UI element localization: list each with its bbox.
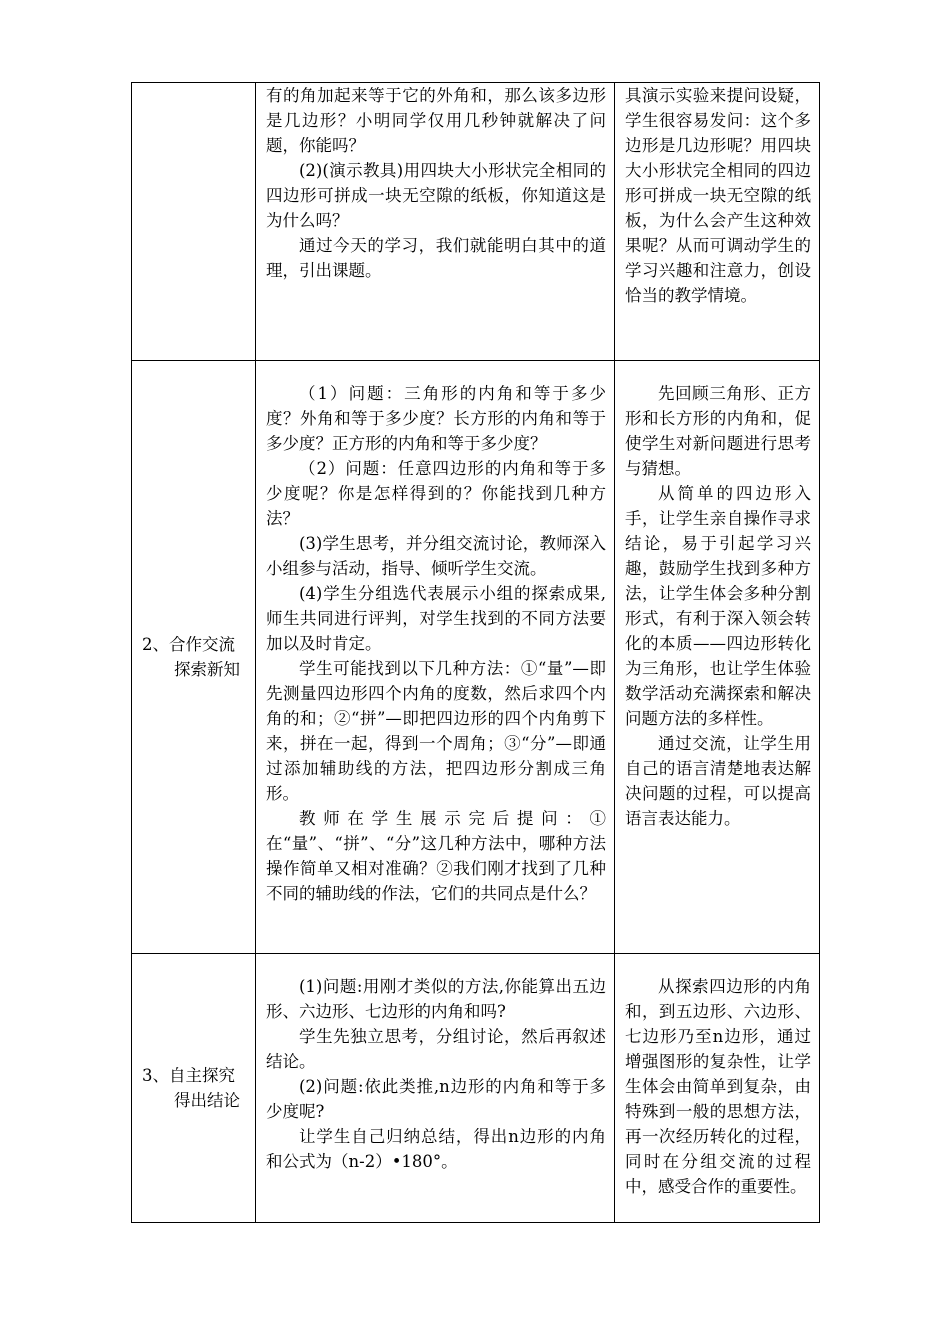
process-paragraph: (3)学生思考，并分组交流讨论，教师深入小组参与活动，指导、倾听学生交流。 bbox=[266, 534, 606, 578]
process-paragraph: (1)问题:用刚才类似的方法,你能算出五边形、六边形、七边形的内角和吗? bbox=[266, 977, 606, 1021]
stage-label: 3、自主探究 得出结论 bbox=[142, 1066, 240, 1110]
process-paragraph: 让学生自己归纳总结，得出n边形的内角和公式为（n-2）•180°。 bbox=[266, 1127, 606, 1171]
process-cell bbox=[256, 954, 615, 1223]
intent-paragraph: 具演示实验来提问设疑，学生很容易发问：这个多边形是几边形呢？用四块大小形状完全相同的四边形可拼成一块无空隙的纸板，为什么会产生这种效果呢？从而可调动学生的学习兴趣和注意力，创设恰当的教学情境。 bbox=[625, 86, 811, 305]
process-paragraph: 教师在学生展示完后提问：①在“量”、“拼”、“分”这几种方法中，哪种方法操作简单又相对准确？②我们刚才找到了几种不同的辅助线的作法，它们的共同点是什么？ bbox=[266, 809, 606, 903]
stage-cell bbox=[132, 361, 256, 954]
intent-cell bbox=[615, 954, 820, 1223]
process-paragraph: 学生先独立思考，分组讨论，然后再叙述结论。 bbox=[266, 1027, 606, 1071]
intent-paragraph: 先回顾三角形、正方形和长方形的内角和，促使学生对新问题进行思考与猜想。 bbox=[625, 384, 811, 478]
intent-cell bbox=[615, 361, 820, 954]
process-paragraph: 学生可能找到以下几种方法：①“量”—即先测量四边形四个内角的度数，然后求四个内角的和；②“拼”—即把四边形的四个内角剪下来，拼在一起，得到一个周角；③“分”—即通过添加辅助线的方法，把四边形分割成三角形。 bbox=[266, 659, 606, 803]
process-cell bbox=[256, 361, 615, 954]
intent-cell bbox=[615, 83, 820, 361]
table-row bbox=[132, 83, 820, 361]
process-paragraph: 有的角加起来等于它的外角和，那么该多边形是几边形？小明同学仅用几秒钟就解决了问题，你能吗？ bbox=[266, 86, 606, 155]
lesson-plan-table bbox=[131, 82, 820, 1223]
process-cell bbox=[256, 83, 615, 361]
process-paragraph: (4)学生分组选代表展示小组的探索成果,师生共同进行评判，对学生找到的不同方法要加以及时肯定。 bbox=[266, 584, 606, 653]
process-paragraph: （2）问题：任意四边形的内角和等于多少度呢？你是怎样得到的？你能找到几种方法？ bbox=[266, 459, 606, 528]
table-row bbox=[132, 954, 820, 1223]
process-paragraph: (2)问题:依此类推,n边形的内角和等于多少度呢? bbox=[266, 1077, 606, 1121]
stage-cell bbox=[132, 83, 256, 361]
table-row bbox=[132, 361, 820, 954]
process-paragraph: 通过今天的学习，我们就能明白其中的道理，引出课题。 bbox=[266, 236, 606, 280]
process-paragraph: （1）问题：三角形的内角和等于多少度？外角和等于多少度？长方形的内角和等于多少度？正方形的内角和等于多少度？ bbox=[266, 384, 606, 453]
intent-paragraph: 从简单的四边形入手，让学生亲自操作寻求结论，易于引起学习兴趣，鼓励学生找到多种方法，让学生体会多种分割形式，有利于深入领会转化的本质——四边形转化为三角形，也让学生体验数学活动充满探索和解决问题方法的多样性。 bbox=[625, 484, 811, 728]
process-paragraph: (2)(演示教具)用四块大小形状完全相同的四边形可拼成一块无空隙的纸板，你知道这是为什么吗？ bbox=[266, 161, 606, 230]
stage-label: 2、合作交流 探索新知 bbox=[142, 635, 240, 679]
intent-paragraph: 从探索四边形的内角和，到五边形、六边形、七边形乃至n边形，通过增强图形的复杂性，让学生体会由简单到复杂，由特殊到一般的思想方法，再一次经历转化的过程，同时在分组交流的过程中，感受合作的重要性。 bbox=[625, 977, 811, 1196]
intent-paragraph: 通过交流，让学生用自己的语言清楚地表达解决问题的过程，可以提高语言表达能力。 bbox=[625, 734, 811, 828]
stage-cell bbox=[132, 954, 256, 1223]
